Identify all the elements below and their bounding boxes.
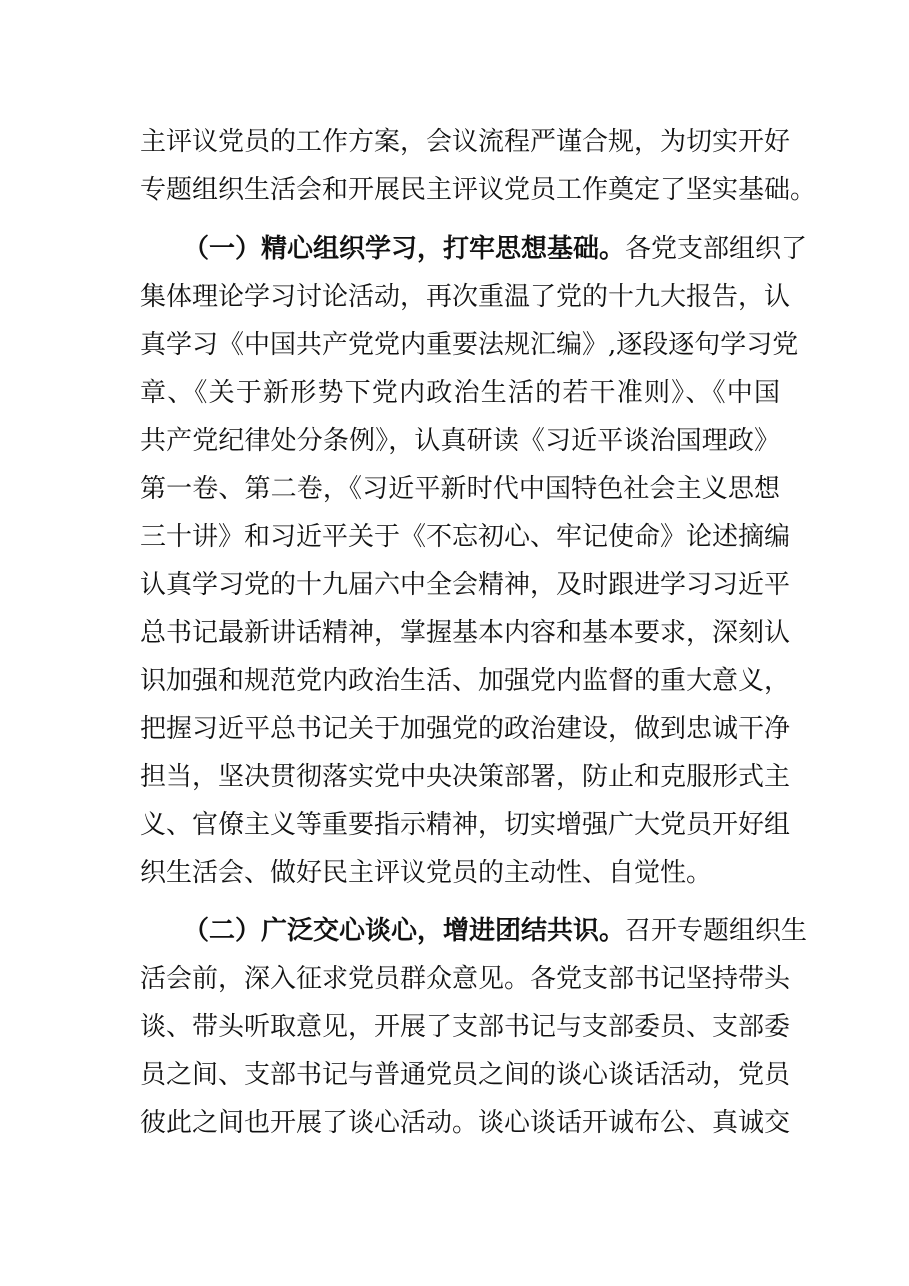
section1-first-line-rest: 各党支部组织了: [625, 234, 808, 264]
section2-heading: （二）广泛交心谈心，增进团结共识。: [183, 916, 626, 946]
section1-line: 把握习近平总书记关于加强党的政治建设，做到忠诚干净: [140, 714, 791, 744]
section1-line: 认真学习党的十九届六中全会精神，及时跟进学习习近平: [140, 570, 791, 600]
intro-line-2: 专题组织生活会和开展民主评议党员工作奠定了坚实基础。: [140, 175, 817, 205]
section2-line: 员之间、支部书记与普通党员之间的谈心谈话活动，党员: [140, 1060, 791, 1090]
section1-line: 义、官僚主义等重要指示精神，切实增强广大党员开好组: [140, 810, 791, 840]
section1-heading: （一）精心组织学习，打牢思想基础。: [183, 234, 626, 264]
section1-line: 共产党纪律处分条例》，认真研读《习近平谈治国理政》: [140, 426, 780, 456]
section2-first-line-rest: 召开专题组织生: [625, 916, 808, 946]
section1-line: 总书记最新讲话精神，掌握基本内容和基本要求，深刻认: [140, 618, 791, 648]
section1-first-line: [140, 226, 808, 272]
intro-line-1: 主评议党员的工作方案，会议流程严谨合规，为切实开好: [140, 127, 791, 157]
section1-line: 识加强和规范党内政治生活、加强党内监督的重大意义，: [140, 666, 791, 696]
section1-line: 担当，坚决贯彻落实党中央决策部署，防止和克服形式主: [140, 762, 791, 792]
section1-line: 三十讲》和习近平关于《不忘初心、牢记使命》论述摘编: [140, 522, 791, 552]
section2-line: 彼此之间也开展了谈心活动。谈心谈话开诚布公、真诚交: [140, 1108, 791, 1138]
section2-first-line: [140, 908, 808, 954]
section1-line: 集体理论学习讨论活动，再次重温了党的十九大报告，认: [140, 282, 791, 312]
section1-line: 第一卷、第二卷，《习近平新时代中国特色社会主义思想: [140, 474, 780, 504]
section1-line: 章、《关于新形势下党内政治生活的若干准则》、《中国: [140, 378, 780, 408]
section2-line: 活会前，深入征求党员群众意见。各党支部书记坚持带头: [140, 964, 791, 994]
section2-line: 谈、带头听取意见，开展了支部书记与支部委员、支部委: [140, 1012, 791, 1042]
section1-line: 织生活会、做好民主评议党员的主动性、自觉性。: [140, 858, 713, 888]
section1-line: 真学习《中国共产党党内重要法规汇编》,逐段逐句学习党: [140, 330, 799, 360]
